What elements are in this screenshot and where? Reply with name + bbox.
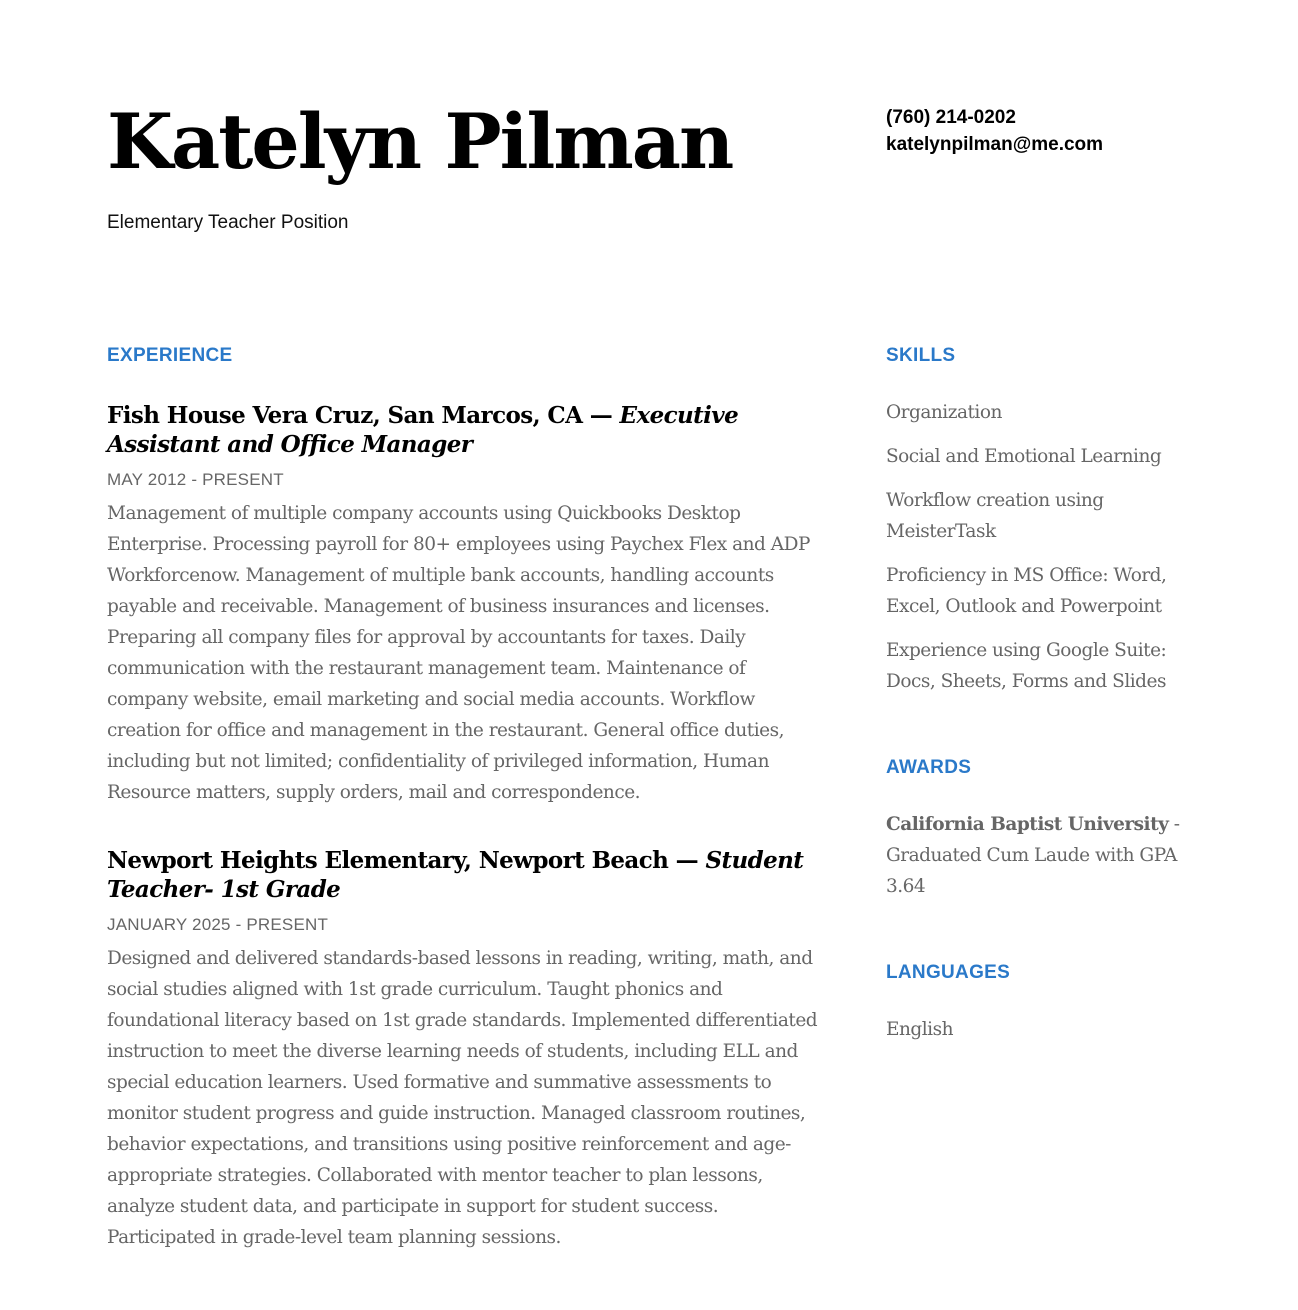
- job-role: Student Teacher- 1st Grade: [107, 847, 804, 903]
- skills-heading: SKILLS: [886, 345, 956, 366]
- languages-section: [886, 960, 1186, 1045]
- job-title: [107, 401, 822, 459]
- language-item: English: [886, 1019, 954, 1040]
- job-entry: [107, 401, 822, 808]
- languages-heading: LANGUAGES: [886, 962, 1011, 983]
- sidebar-column: [886, 343, 1186, 1045]
- candidate-name: Katelyn Pilman: [107, 97, 733, 186]
- awards-section: [886, 755, 1186, 902]
- job-dates: MAY 2012 - PRESENT: [107, 470, 284, 489]
- skill-item: Workflow creation using MeisterTask: [886, 490, 1104, 542]
- email-address: katelynpilman@me.com: [886, 134, 1104, 155]
- job-dates: JANUARY 2025 - PRESENT: [107, 915, 329, 934]
- contact-info: [886, 104, 1103, 158]
- job-location: Newport Beach —: [471, 847, 706, 874]
- position-subtitle: Elementary Teacher Position: [107, 212, 349, 233]
- job-organization: Fish House Vera Cruz,: [107, 402, 381, 429]
- job-organization: Newport Heights Elementary,: [107, 847, 472, 874]
- job-description: Management of multiple company accounts using Quickbooks Desktop Enterprise. Processing payroll for 80+ employees using Paychex Flex and ADP Workforcenow. Management of multiple bank accounts, handling accounts payable and receivable. Management of business insurances and licenses. Preparing all company files for approval by accountants for taxes. Daily communication with the restaurant management team. Maintenance of company website, email marketing and social media accounts. Workflow creation for office and management in the restaurant. General office duties, including but not limited; confidentiality of privileged information, Human Resource matters, supply orders, mail and correspondence.: [107, 503, 810, 803]
- skill-item: Proficiency in MS Office: Word, Excel, Outlook and Powerpoint: [886, 565, 1167, 617]
- award-detail: - Graduated Cum Laude with GPA 3.64: [886, 814, 1180, 897]
- job-role: Executive Assistant and Office Manager: [107, 402, 739, 458]
- experience-heading: EXPERIENCE: [107, 345, 233, 366]
- job-description: Designed and delivered standards-based lessons in reading, writing, math, and social studies aligned with 1st grade curriculum. Taught phonics and foundational literacy based on 1st grade standards. Implemented differentiated instruction to meet the diverse learning needs of students, including ELL and special education learners. Used formative and summative assessments to monitor student progress and guide instruction. Managed classroom routines, behavior expectations, and transitions using positive reinforcement and age-appropriate strategies. Collaborated with mentor teacher to plan lessons, analyze student data, and participate in support for student success. Participated in grade-level team planning sessions.: [107, 948, 818, 1248]
- skills-list: [886, 397, 1186, 697]
- skill-item: Organization: [886, 402, 1002, 423]
- job-entry: [107, 846, 822, 1253]
- job-title: [107, 846, 822, 904]
- awards-heading: AWARDS: [886, 757, 972, 778]
- job-location: San Marcos, CA —: [380, 402, 620, 429]
- skill-item: Social and Emotional Learning: [886, 446, 1162, 467]
- phone-number: (760) 214-0202: [886, 107, 1016, 128]
- award-entry: [886, 809, 1186, 902]
- skill-item: Experience using Google Suite: Docs, Sheets, Forms and Slides: [886, 640, 1167, 692]
- main-column: [107, 343, 822, 1253]
- award-organization: California Baptist University: [886, 814, 1169, 835]
